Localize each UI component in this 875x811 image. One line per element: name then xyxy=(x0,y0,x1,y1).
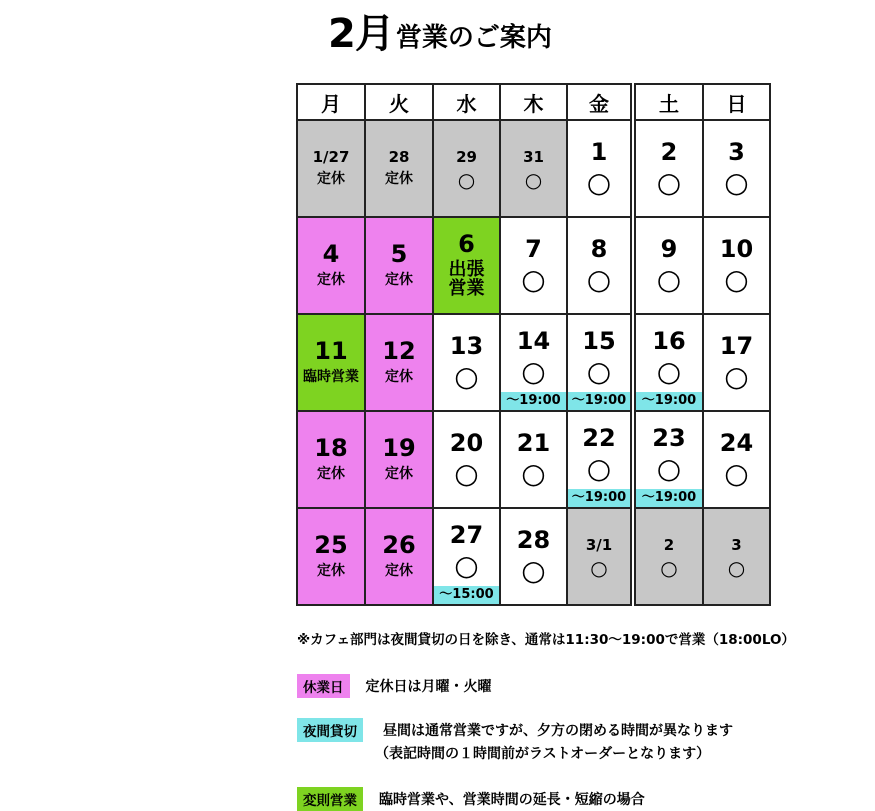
legend-lending-desc: 昼間は通常営業ですが、夕方の閉める時間が異なります xyxy=(383,723,733,739)
day-status: 定休 xyxy=(317,272,345,288)
calendar-day-cell xyxy=(633,508,703,605)
day-number: 26 xyxy=(382,530,416,559)
legend-closed xyxy=(297,674,492,698)
open-mark: ○ xyxy=(724,360,749,394)
closing-time-badge: ～19:00 xyxy=(636,489,702,507)
closing-time-badge: ～19:00 xyxy=(568,392,630,410)
calendar-day-cell xyxy=(567,411,633,508)
title-month: 2月 xyxy=(328,11,394,57)
open-mark: ○ xyxy=(656,166,682,200)
calendar-day-cell xyxy=(567,120,633,217)
calendar-day-cell xyxy=(433,508,500,605)
open-mark: ○ xyxy=(724,263,749,297)
open-mark: ○ xyxy=(586,263,612,297)
day-number: 4 xyxy=(322,239,340,268)
calendar-day-cell xyxy=(433,120,500,217)
day-number: 2 xyxy=(660,137,678,166)
calendar-day-cell xyxy=(633,411,703,508)
calendar-day-cell xyxy=(500,217,567,314)
calendar-day-cell xyxy=(297,120,365,217)
open-mark: ○ xyxy=(656,263,682,297)
day-status: 臨時営業 xyxy=(303,369,359,385)
day-number: 1/27 xyxy=(312,148,350,167)
page-title xyxy=(328,6,552,57)
day-number: 8 xyxy=(590,234,608,263)
day-number: 9 xyxy=(660,234,678,263)
open-mark: ○ xyxy=(727,555,746,580)
day-number: 11 xyxy=(314,336,348,365)
cafe-note: ※カフェ部門は夜間貸切の日を除き、通常は11:30～19:00で営業（18:00LO） xyxy=(297,632,795,648)
calendar-day-cell xyxy=(703,217,770,314)
day-number: 22 xyxy=(582,423,616,452)
day-number: 7 xyxy=(525,234,542,263)
calendar-day-cell xyxy=(297,314,365,411)
calendar-day-cell xyxy=(567,217,633,314)
day-number: 31 xyxy=(523,147,544,166)
legend-variable-swatch: 変則営業 xyxy=(297,787,363,811)
calendar-day-cell xyxy=(703,411,770,508)
open-mark: ○ xyxy=(586,355,612,389)
weekday-tue: 火 xyxy=(365,84,433,120)
title-subtitle: 営業のご案内 xyxy=(395,23,552,53)
open-mark: ○ xyxy=(586,452,612,486)
day-number: 24 xyxy=(719,428,754,457)
legend-lending-desc2: （表記時間の１時間前がラストオーダーとなります） xyxy=(375,746,711,762)
day-number: 16 xyxy=(652,326,686,355)
day-status: 定休 xyxy=(317,466,345,482)
day-status: 定休 xyxy=(385,369,413,385)
day-number: 17 xyxy=(719,331,754,360)
day-status: 出張 営業 xyxy=(448,259,485,300)
day-number: 23 xyxy=(652,423,686,452)
calendar-day-cell xyxy=(633,217,703,314)
open-mark: ○ xyxy=(724,166,749,200)
day-status: 定休 xyxy=(317,563,345,579)
closing-time-badge: ～19:00 xyxy=(501,392,566,410)
legend-variable xyxy=(297,787,645,811)
calendar-day-cell xyxy=(297,217,365,314)
day-number: 6 xyxy=(458,230,475,259)
day-number: 15 xyxy=(582,326,616,355)
calendar-day-cell xyxy=(500,508,567,605)
day-status: 定休 xyxy=(385,171,413,188)
day-number: 13 xyxy=(449,331,484,360)
calendar-day-cell xyxy=(500,411,567,508)
open-mark: ○ xyxy=(586,166,612,200)
day-number: 12 xyxy=(382,336,416,365)
open-mark: ○ xyxy=(454,360,479,394)
day-status: 定休 xyxy=(385,272,413,288)
day-number: 18 xyxy=(314,433,348,462)
day-number: 14 xyxy=(516,326,551,355)
open-mark: ○ xyxy=(454,549,479,583)
open-mark: ○ xyxy=(457,167,476,192)
calendar-day-cell xyxy=(365,314,433,411)
day-number: 21 xyxy=(516,428,551,457)
calendar-day-cell xyxy=(703,120,770,217)
closing-time-badge: ～19:00 xyxy=(636,392,702,410)
calendar-day-cell xyxy=(365,217,433,314)
calendar-day-cell xyxy=(703,314,770,411)
weekday-mon: 月 xyxy=(297,84,365,120)
calendar-day-cell xyxy=(567,508,633,605)
calendar-day-cell xyxy=(365,508,433,605)
day-status: 定休 xyxy=(385,466,413,482)
open-mark: ○ xyxy=(521,457,546,491)
day-number: 28 xyxy=(516,525,551,554)
calendar-day-cell xyxy=(297,411,365,508)
legend-closed-desc: 定休日は月曜・火曜 xyxy=(365,679,492,695)
legend-lending xyxy=(297,718,733,742)
weekday-thu: 木 xyxy=(500,84,567,120)
calendar-day-cell xyxy=(297,508,365,605)
open-mark: ○ xyxy=(454,457,479,491)
calendar-week-row xyxy=(297,314,770,411)
day-status: 定休 xyxy=(317,171,345,188)
day-number: 29 xyxy=(456,147,477,166)
day-number: 10 xyxy=(719,234,754,263)
day-number: 3 xyxy=(728,137,745,166)
open-mark: ○ xyxy=(724,457,749,491)
open-mark: ○ xyxy=(521,554,546,588)
open-mark: ○ xyxy=(524,167,543,192)
calendar-week-row xyxy=(297,217,770,314)
day-number: 28 xyxy=(388,148,410,167)
day-number: 27 xyxy=(449,520,484,549)
closing-time-badge: ～15:00 xyxy=(434,586,499,604)
calendar-day-cell xyxy=(365,120,433,217)
day-number: 19 xyxy=(382,433,416,462)
calendar-day-cell xyxy=(500,120,567,217)
calendar-day-cell xyxy=(365,411,433,508)
day-number: 5 xyxy=(390,239,408,268)
weekday-fri: 金 xyxy=(567,84,633,120)
calendar-week-row xyxy=(297,508,770,605)
day-number: 25 xyxy=(314,530,348,559)
open-mark: ○ xyxy=(521,355,546,389)
calendar-week-row xyxy=(297,411,770,508)
closing-time-badge: ～19:00 xyxy=(568,489,630,507)
calendar-day-cell xyxy=(433,217,500,314)
day-number: 20 xyxy=(449,428,484,457)
calendar-day-cell xyxy=(633,314,703,411)
open-mark: ○ xyxy=(656,452,682,486)
weekday-wed: 水 xyxy=(433,84,500,120)
day-number: 1 xyxy=(590,137,608,166)
business-calendar xyxy=(296,83,771,606)
weekday-header-row xyxy=(297,84,770,120)
calendar-day-cell xyxy=(500,314,567,411)
calendar-day-cell xyxy=(433,411,500,508)
calendar-day-cell xyxy=(567,314,633,411)
legend-lending-swatch: 夜間貸切 xyxy=(297,718,363,742)
calendar-week-row xyxy=(297,120,770,217)
calendar-day-cell xyxy=(433,314,500,411)
day-number: 3/1 xyxy=(585,535,613,554)
calendar-day-cell xyxy=(703,508,770,605)
weekday-sat: 土 xyxy=(633,84,703,120)
calendar-day-cell xyxy=(633,120,703,217)
open-mark: ○ xyxy=(660,555,678,580)
weekday-sun: 日 xyxy=(703,84,770,120)
legend-variable-desc: 臨時営業や、営業時間の延長・短縮の場合 xyxy=(379,792,645,808)
open-mark: ○ xyxy=(656,355,682,389)
open-mark: ○ xyxy=(590,555,608,580)
open-mark: ○ xyxy=(521,263,546,297)
legend-closed-swatch: 休業日 xyxy=(297,674,350,698)
day-status: 定休 xyxy=(385,563,413,579)
day-number: 2 xyxy=(663,535,675,554)
day-number: 3 xyxy=(731,535,742,554)
